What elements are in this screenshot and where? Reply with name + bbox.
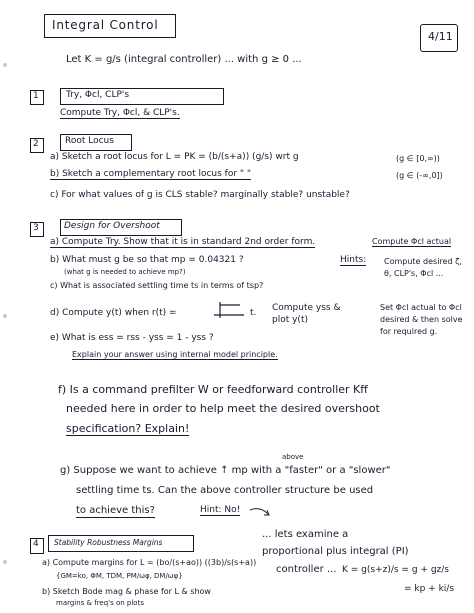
- section-2a-range: (g ∈ [0,∞)): [396, 154, 440, 163]
- section-2c: c) For what values of g is CLS stable? marginally stable? unstable?: [50, 190, 350, 200]
- set-note: [380, 302, 470, 338]
- section-4a-sub: {GM=ko, ΦM, TDM, PM/ωφ, DM/ωφ}: [56, 572, 183, 580]
- section-2b-range: (g ∈ (-∞,0]): [396, 171, 443, 180]
- hints-text: [384, 256, 466, 281]
- section-2a: a) Sketch a root locus for L = PK = (b/(s+a)) (g/s) wrt g: [50, 152, 299, 162]
- section-3f-line1: f) Is a command prefilter W or feedforward controller Kff: [58, 383, 368, 396]
- set-note-text: Set Φcl actual to Φcl desired & then solve for required g.: [380, 303, 463, 336]
- section-3-heading: Design for Overshoot: [64, 221, 160, 231]
- pi-controller-equation: K = g(s+z)/s = g + gz/s: [342, 565, 449, 575]
- section-1-line: Compute Try, Φcl, & CLP's.: [60, 108, 180, 118]
- pi-intro-line2: proportional plus integral (PI): [262, 546, 409, 557]
- section-3d: d) Compute y(t) when r(t) =: [50, 308, 177, 318]
- pi-intro-line3: controller ...: [276, 564, 337, 575]
- section-4b: b) Sketch Bode mag & phase for L & show: [42, 587, 211, 596]
- section-3b: b) What must g be so that mp = 0.04321 ?: [50, 255, 244, 265]
- section-3f-line2: needed here in order to help meet the desired overshoot: [66, 402, 380, 415]
- section-1-heading: Try, Φcl, CLP's: [66, 90, 130, 100]
- section-3e-note: Explain your answer using internal model principle.: [72, 350, 278, 359]
- arrow-to-pi-icon: [248, 500, 272, 520]
- pi-controller-equation-tail: = kp + ki/s: [404, 584, 455, 594]
- page-title: Integral Control: [52, 18, 159, 32]
- section-3a: a) Compute Try. Show that it is in standard 2nd order form.: [50, 237, 316, 247]
- section-3g-above: above: [282, 453, 304, 461]
- section-3-number: 3: [33, 223, 39, 233]
- section-3g-line1: g) Suppose we want to achieve ↑ mp with a "faster" or a "slower": [60, 465, 391, 476]
- section-1-number: 1: [33, 91, 39, 101]
- intro-line: Let K = g/s (integral controller) ... with g ≥ 0 ...: [66, 54, 302, 65]
- section-3g-hint: Hint: No!: [200, 505, 241, 515]
- section-4-number: 4: [33, 539, 39, 549]
- hints-label: Hints:: [340, 255, 367, 265]
- section-3d-end: t.: [250, 308, 257, 318]
- section-3d-right: [272, 302, 342, 326]
- section-3b-note: (what g is needed to achieve mp?): [64, 268, 186, 276]
- section-3f-line3: specification? Explain!: [66, 422, 190, 435]
- page-number: 4/11: [428, 30, 453, 43]
- section-3d-right-text: Compute yss & plot y(t): [272, 303, 341, 326]
- section-3c: c) What is associated settling time ts in terms of tsp?: [50, 281, 264, 290]
- section-4-heading: Stability Robustness Margins: [54, 538, 163, 547]
- punch-hole-top: [3, 63, 7, 67]
- section-2b: b) Sketch a complementary root locus for " ": [50, 169, 252, 179]
- section-3e: e) What is ess = rss - yss = 1 - yss ?: [50, 333, 214, 343]
- section-4a: a) Compute margins for L = (bo/(s+ao)) ((3b)/s(s+a)): [42, 558, 257, 567]
- punch-hole-middle: [3, 314, 7, 318]
- section-2-number: 2: [33, 139, 39, 149]
- punch-hole-bottom: [3, 560, 7, 564]
- hints-text-content: Compute desired ζ, θ, CLP's, Φcl ...: [384, 257, 462, 279]
- section-3a-tail: Compute Φcl actual: [372, 237, 452, 246]
- section-4b-sub: margins & freq's on plots: [56, 599, 144, 607]
- pi-intro-line1: ... lets examine a: [262, 529, 349, 540]
- section-2-heading: Root Locus: [65, 136, 114, 146]
- section-3g-line2: settling time ts. Can the above controller structure be used: [76, 485, 374, 496]
- step-input-icon: [212, 300, 246, 320]
- section-3g-line3: to achieve this?: [76, 505, 155, 516]
